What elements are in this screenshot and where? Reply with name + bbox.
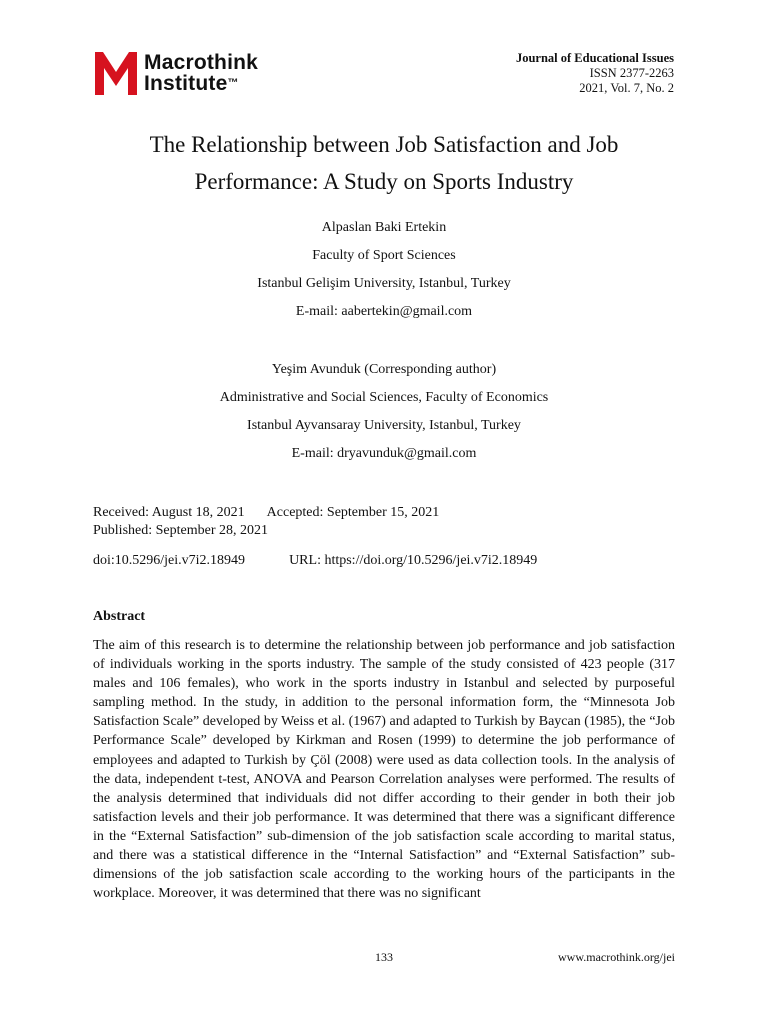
author-1-university: Istanbul Gelişim University, Istanbul, Turkey bbox=[257, 276, 511, 291]
journal-name: Journal of Educational Issues bbox=[515, 51, 674, 65]
author-1-faculty: Faculty of Sport Sciences bbox=[312, 248, 456, 263]
title-line-1: The Relationship between Job Satisfaction and Job bbox=[149, 132, 619, 157]
logo-line-2: Institute bbox=[144, 72, 228, 95]
journal-issn: ISSN 2377-2263 bbox=[589, 66, 674, 80]
journal-info bbox=[516, 51, 674, 96]
author-1-name: Alpaslan Baki Ertekin bbox=[321, 220, 447, 235]
author-2-email: E-mail: dryavunduk@gmail.com bbox=[291, 446, 477, 461]
title-line-2: Performance: A Study on Sports Industry bbox=[194, 169, 574, 194]
author-2-block bbox=[60, 356, 708, 468]
doi-url: URL: https://doi.org/10.5296/jei.v7i2.18949 bbox=[289, 553, 538, 568]
dates-block bbox=[93, 504, 439, 540]
author-2-faculty: Administrative and Social Sciences, Faculty of Economics bbox=[219, 390, 549, 405]
doi-block bbox=[93, 552, 537, 570]
author-2-name: Yeşim Avunduk (Corresponding author) bbox=[271, 362, 497, 377]
trademark-symbol: ™ bbox=[227, 77, 239, 89]
abstract-heading: Abstract bbox=[93, 609, 146, 624]
page-number: 133 bbox=[375, 950, 393, 964]
journal-website: www.macrothink.org/jei bbox=[558, 950, 675, 964]
received-date: Received: August 18, 2021 bbox=[93, 505, 245, 520]
accepted-date: Accepted: September 15, 2021 bbox=[266, 505, 440, 520]
author-1-block bbox=[60, 214, 708, 326]
macrothink-m-icon bbox=[94, 50, 138, 96]
doi-text: doi:10.5296/jei.v7i2.18949 bbox=[93, 553, 246, 568]
logo-wordmark bbox=[144, 52, 258, 94]
author-1-email: E-mail: aabertekin@gmail.com bbox=[295, 304, 473, 319]
macrothink-logo bbox=[94, 50, 294, 96]
abstract-text: The aim of this research is to determine the relationship between job performance and job satisfaction of individuals working in the sports industry. The sample of the study consisted of 423 people (317 males and 106 females), who work in the sports industry in Istanbul and selected by purposeful sampling method. In the study, in addition to the personal information form, the “Minnesota Job Satisfaction Scale” developed by Weiss et al. (1967) and adapted to Turkish by Baycan (1985), the “Job Performance Scale” developed by Kirkman and Rosen (1999) to determine the job performance of employees and adapted to Turkish by Çöl (2008) were used as data collection tools. In the analysis of the data, independent t-test, ANOVA and Pearson Correlation analyses were performed. The results of the analysis determined that individuals did not differ according to their gender in both their job satisfaction levels and their job performance. It was determined that there was a significant difference in the “External Satisfaction” sub-dimension of the job satisfaction scale according to marital status, and there was a statistical difference in the “Internal Satisfaction” and “External Satisfaction” sub-dimensions of the job satisfaction scale according to the working hours of the participants in the workplace. Moreover, it was determined that there was no significant bbox=[93, 638, 675, 902]
paper-title bbox=[60, 126, 708, 200]
logo-line-1: Macrothink bbox=[144, 51, 259, 74]
journal-volume: 2021, Vol. 7, No. 2 bbox=[579, 81, 674, 95]
author-2-university: Istanbul Ayvansaray University, Istanbul, Turkey bbox=[247, 418, 521, 433]
published-date: Published: September 28, 2021 bbox=[93, 523, 268, 538]
